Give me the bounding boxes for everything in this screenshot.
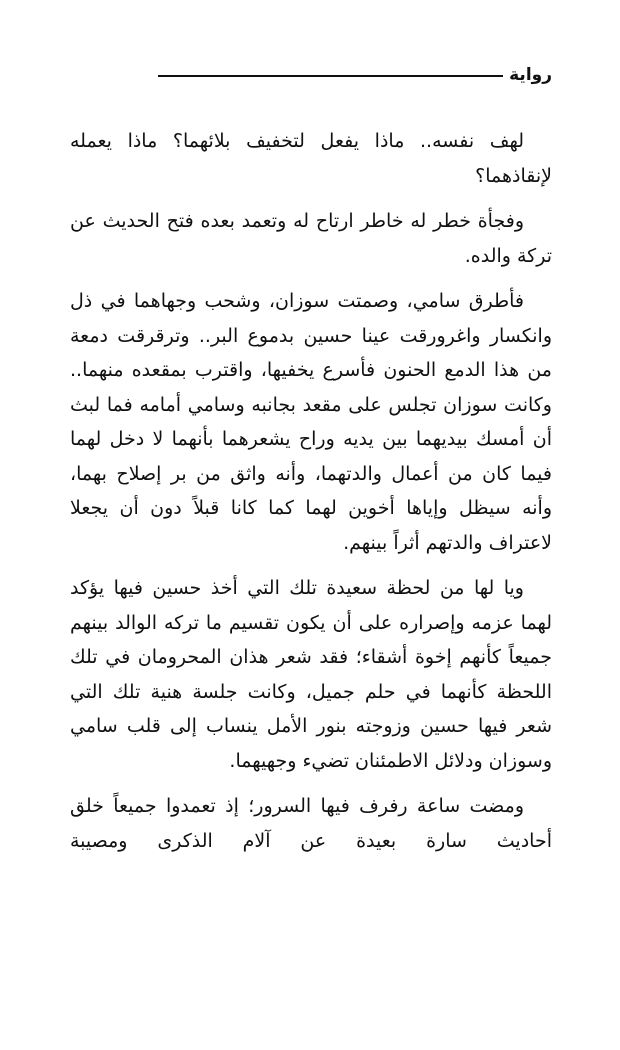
header-rule — [158, 75, 503, 77]
paragraph-1: لهف نفسه.. ماذا يفعل لتخفيف بلائهما؟ ماذا يعمله لإنقاذهما؟ — [70, 130, 552, 187]
paragraph-3: فأطرق سامي، وصمتت سوزان، وشحب وجهاهما في ذل وانكسار واغرورقت عينا حسين بدموع البر.. وترقرقت دمعة من هذا الدمع الحنون فأسرع يخفيها، واقترب بمقعده منهما.. وكانت سوزان تجلس على مقعد بجانبه وسامي أمامه فما لبث أن أمسك بيديهما بين يديه وراح يشعرهما بأنهما لا دخل لهما فيما كان من أعمال والدتهما، وأنه واثق من بر إصلاح بهما، وأنه سيظل وإياها أخوين لهما كما كانا قبلاً دون أن يجعلا لاعتراف والدتهم أثراً بينهم. — [70, 290, 552, 554]
running-header — [152, 58, 552, 92]
paragraph-4: ويا لها من لحظة سعيدة تلك التي أخذ حسين فيها يؤكد لهما عزمه وإصراره على أن يكون تقسيم ما تركه الوالد بينهم جميعاً كأنهم إخوة أشقاء؛ فقد شعر هذان المحرومان في تلك اللحظة كأنهما في حلم جميل، وكانت جلسة هنية تلك التي شعر فيها حسين وزوجته بنور الأمل ينساب إلى قلب سامي وسوزان ودلائل الاطمئنان تضيء وجهيهما. — [70, 577, 552, 772]
paragraph-2: وفجأة خطر له خاطر ارتاح له وتعمد بعده فتح الحديث عن تركة والده. — [70, 210, 552, 267]
paragraph-5: ومضت ساعة رفرف فيها السرور؛ إذ تعمدوا جميعاً خلق أحاديث سارة بعيدة عن آلام الذكرى ومصيبة — [70, 795, 552, 852]
header-title: رواية — [509, 65, 552, 85]
body-text — [70, 124, 552, 858]
